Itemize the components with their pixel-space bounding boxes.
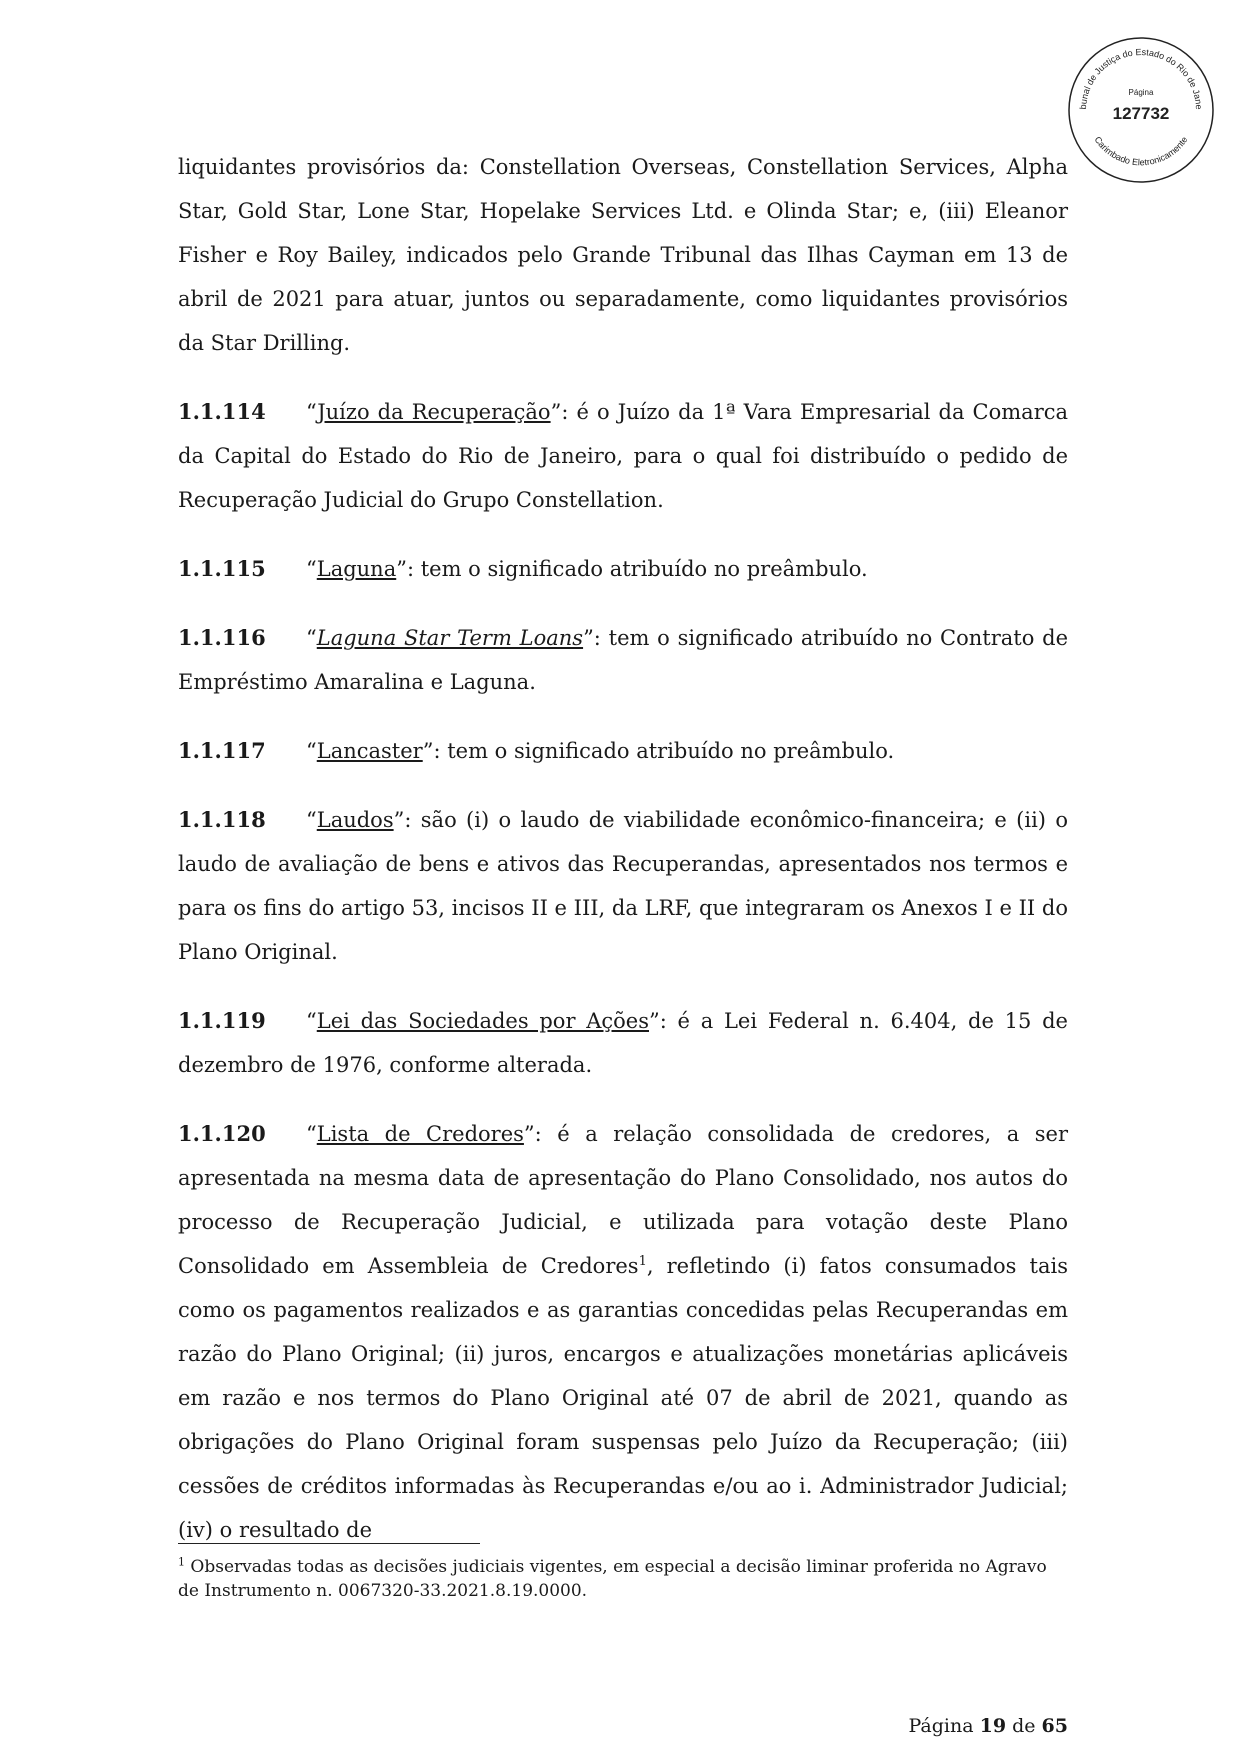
clause-1-1-117	[178, 729, 1068, 773]
page-number	[908, 1713, 1068, 1739]
footnote-reference[interactable]: 1	[638, 1254, 647, 1269]
open-quote: “	[306, 626, 317, 650]
court-stamp	[1066, 35, 1216, 185]
defined-term: Lancaster	[316, 739, 423, 763]
defined-term: Lista de Credores	[316, 1122, 524, 1146]
clause-number: 1.1.119	[178, 1008, 266, 1033]
open-quote: “	[306, 808, 317, 832]
clause-number: 1.1.115	[178, 556, 266, 581]
clause-1-1-118	[178, 798, 1068, 974]
clause-text: ”: é a Lei Federal n. 6.404, de 15 de dezembro de 1976, conforme alterada.	[178, 1009, 1068, 1077]
footnote-separator	[178, 1543, 480, 1544]
open-quote: “	[306, 400, 318, 424]
footnote	[178, 1555, 1068, 1603]
paragraph-continuation	[178, 145, 1068, 365]
document-body	[178, 145, 1068, 1577]
clause-text-continued: , refletindo (i) fatos consumados tais como os pagamentos realizados e as garantias concedidas pelas Recuperandas em razão do Plano Original; (ii) juros, encargos e atualizações monetárias aplicáveis em razão e nos termos do Plano Original até 07 de abril de 2021, quando as obrigações do Plano Original foram suspensas pelo Juízo da Recuperação; (iii) cessões de créditos informadas às Recuperandas e/ou ao i. Administrador Judicial; (iv) o resultado de	[178, 1254, 1068, 1542]
clause-text: ”: são (i) o laudo de viabilidade econômico-financeira; e (ii) o laudo de avaliação de bens e ativos das Recuperandas, apresentados nos termos e para os fins do artigo 53, incisos II e III, da LRF, que integraram os Anexos I e II do Plano Original.	[178, 808, 1068, 964]
open-quote: “	[306, 1009, 317, 1033]
defined-term: Laudos	[316, 808, 394, 832]
page-number-middle: de	[1006, 1715, 1042, 1737]
clause-1-1-119	[178, 999, 1068, 1087]
page-number-current: 19	[979, 1715, 1007, 1737]
clause-number: 1.1.117	[178, 738, 266, 763]
clause-text: ”: tem o significado atribuído no Contrato de Empréstimo Amaralina e Laguna.	[178, 626, 1068, 694]
footnote-text: Observadas todas as decisões judiciais vigentes, em especial a decisão liminar proferida no Agravo de Instrumento n. 0067320-33.2021.8.19.0000.	[178, 1557, 1047, 1601]
clause-text: ”: é o Juízo da 1ª Vara Empresarial da Comarca da Capital do Estado do Rio de Janeiro, para o qual foi distribuído o pedido de Recuperação Judicial do Grupo Constellation.	[178, 400, 1069, 512]
open-quote: “	[306, 739, 317, 763]
clause-1-1-115	[178, 547, 1068, 591]
clause-1-1-114	[178, 390, 1068, 522]
clause-text: ”: é a relação consolidada de credores, a ser apresentada na mesma data de apresentação do Plano Consolidado, nos autos do processo de Recuperação Judicial, e utilizada para votação deste Plano Consolidado em Assembleia de Credores	[178, 1122, 1068, 1278]
clause-1-1-116	[178, 616, 1068, 704]
stamp-label: Página	[1128, 88, 1154, 97]
clause-1-1-120	[178, 1112, 1068, 1552]
clause-number: 1.1.116	[178, 625, 266, 650]
court-stamp-seal	[1066, 35, 1216, 185]
page-number-prefix: Página	[908, 1715, 980, 1737]
defined-term: Laguna Star Term Loans	[316, 626, 584, 650]
open-quote: “	[306, 557, 317, 581]
stamp-number: 127732	[1112, 104, 1170, 123]
open-quote: “	[306, 1122, 317, 1146]
stamp-arc-bottom: Carimbado Eletronicamente	[1092, 134, 1190, 168]
clause-number: 1.1.118	[178, 807, 266, 832]
footnote-mark: 1	[178, 1555, 185, 1569]
clause-number: 1.1.120	[178, 1121, 266, 1146]
defined-term: Lei das Sociedades por Ações	[316, 1009, 649, 1033]
page-number-total: 65	[1041, 1715, 1068, 1737]
stamp-arc-top: bunal de Justiça do Estado do Rio de Jane	[1077, 46, 1205, 110]
clause-number: 1.1.114	[178, 399, 266, 424]
defined-term: Juízo da Recuperação	[317, 400, 551, 424]
clause-text: ”: tem o significado atribuído no preâmbulo.	[396, 557, 868, 581]
defined-term: Laguna	[316, 557, 397, 581]
paragraph-text: liquidantes provisórios da: Constellation Overseas, Constellation Services, Alpha Star, Gold Star, Lone Star, Hopelake Services Ltd. e Olinda Star; e, (iii) Eleanor Fisher e Roy Bailey, indicados pelo Grande Tribunal das Ilhas Cayman em 13 de abril de 2021 para atuar, juntos ou separadamente, como liquidantes provisórios da Star Drilling.	[178, 155, 1068, 355]
clause-text: ”: tem o significado atribuído no preâmbulo.	[422, 739, 895, 763]
